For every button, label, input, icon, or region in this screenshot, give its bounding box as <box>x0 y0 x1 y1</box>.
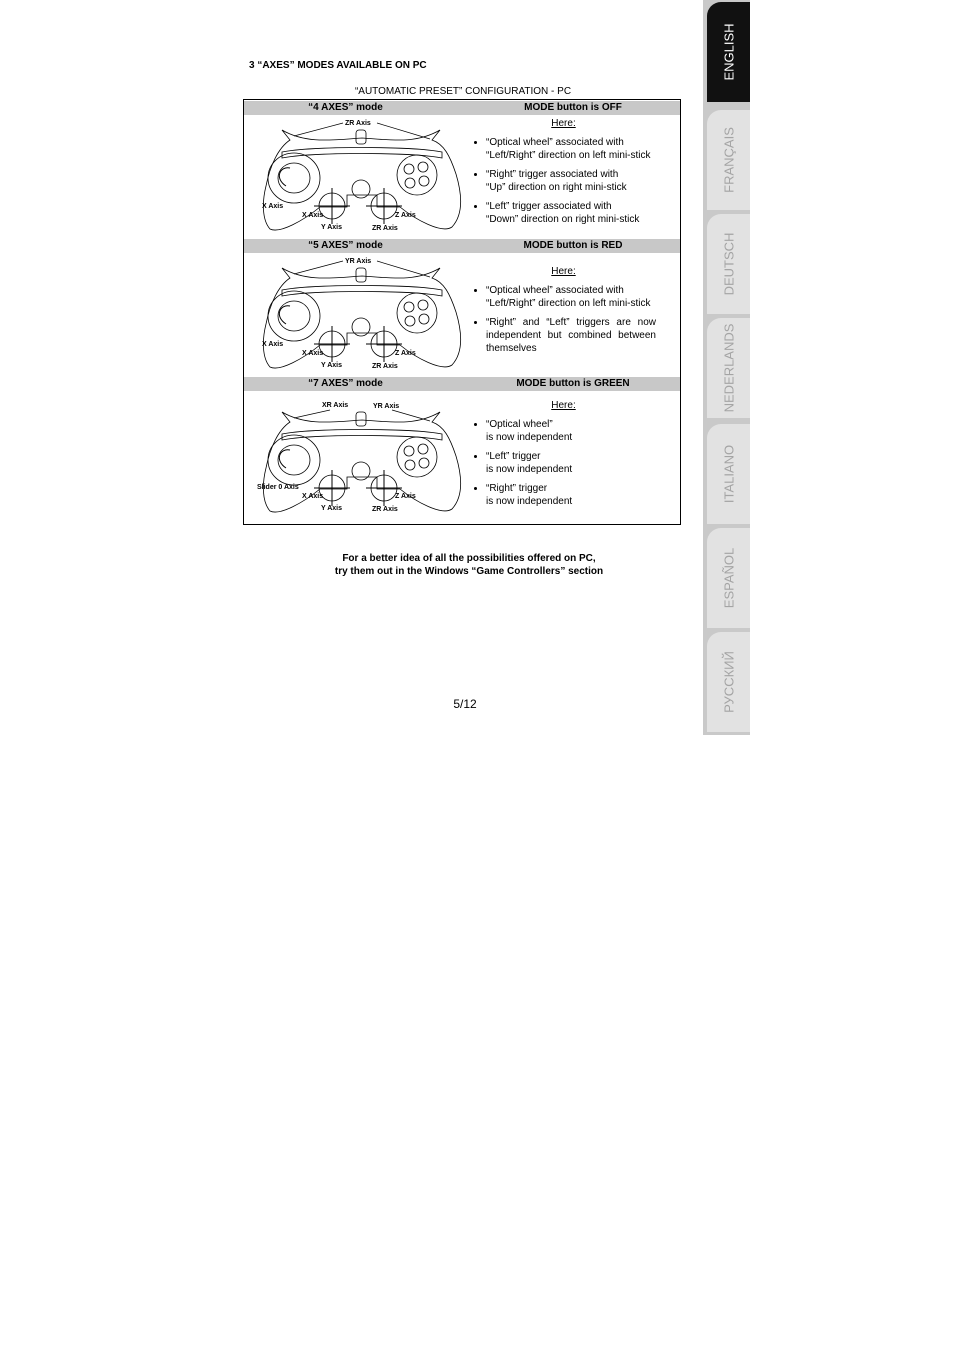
top-axis-label: XR Axis <box>322 402 349 409</box>
stick-zr-axis-label: ZR Axis <box>372 363 398 370</box>
stick-zr-axis-label: ZR Axis <box>372 225 398 232</box>
tab-label: ENGLISH <box>721 23 736 81</box>
stick-x-axis-label: X Axis <box>302 350 324 357</box>
section-title: 3 “AXES” MODES AVAILABLE ON PC <box>249 60 427 71</box>
tab-espanol[interactable] <box>707 528 750 628</box>
tab-nederlands[interactable] <box>707 318 750 418</box>
stick-y-axis-label: Y Axis <box>321 362 343 369</box>
mode-bullet: • “Right” trigger associated with “Up” direction on right mini-stick <box>486 168 656 194</box>
stick-z-axis-label: Z Axis <box>395 493 416 500</box>
tab-label: ITALIANO <box>721 444 736 504</box>
mode-bullet: • “Optical wheel” associated with “Left/Right” direction on left mini-stick <box>486 284 656 310</box>
tab-english[interactable] <box>707 2 750 102</box>
mode-header-4-axes <box>244 101 680 115</box>
tab-label: NEDERLANDS <box>721 323 736 413</box>
tab-label: ESPAÑOL <box>721 547 736 609</box>
here-label: Here: <box>551 266 576 277</box>
mode-header-7-axes <box>244 377 680 391</box>
mode-bullet: • “Optical wheel” associated with “Left/Right” direction on left mini-stick <box>486 136 656 162</box>
stick-z-axis-label: Z Axis <box>395 212 416 219</box>
mode-button-state: MODE button is GREEN <box>516 378 630 389</box>
page-number: 5/12 <box>453 697 477 711</box>
config-caption: “AUTOMATIC PRESET” CONFIGURATION - PC <box>354 86 572 97</box>
mode-button-state: MODE button is OFF <box>524 102 622 113</box>
language-tabs <box>703 0 750 735</box>
footer-line: For a better idea of all the possibilities offered on PC, <box>342 553 596 564</box>
mode-header-5-axes <box>244 239 680 253</box>
footer-note <box>243 552 695 578</box>
mode-description-7-axes <box>471 399 656 514</box>
here-label: Here: <box>551 400 576 411</box>
stick-zr-axis-label: ZR Axis <box>372 506 398 513</box>
top-axis-label: YR Axis <box>373 403 400 410</box>
tab-francais[interactable] <box>707 110 750 210</box>
modes-panel <box>243 99 681 525</box>
mode-bullet: • “Right” trigger is now independent <box>486 482 656 508</box>
gamepad-diagram-7-axes <box>252 398 467 516</box>
stick-y-axis-label: Y Axis <box>321 505 343 512</box>
mode-description-5-axes <box>471 265 656 361</box>
mode-description-4-axes <box>471 117 656 232</box>
left-axis-label: Slider 0 Axis <box>257 484 299 491</box>
left-axis-label: X Axis <box>262 341 284 348</box>
stick-x-axis-label: X Axis <box>302 212 324 219</box>
stick-z-axis-label: Z Axis <box>395 350 416 357</box>
mode-label: “5 AXES” mode <box>308 240 383 251</box>
stick-x-axis-label: X Axis <box>302 493 324 500</box>
mode-bullet: • “Left” trigger is now independent <box>486 450 656 476</box>
mode-bullet: • “Right” and “Left” triggers are now independent but combined between themselves <box>486 316 656 355</box>
tab-deutsch[interactable] <box>707 214 750 314</box>
mode-bullet: • “Optical wheel” is now independent <box>486 418 656 444</box>
gamepad-diagram-5-axes <box>252 254 467 372</box>
here-label: Here: <box>551 118 576 129</box>
mode-bullet: • “Left” trigger associated with “Down” direction on right mini-stick <box>486 200 656 226</box>
mode-label: “7 AXES” mode <box>308 378 383 389</box>
top-axis-label: YR Axis <box>345 258 372 265</box>
top-axis-label: ZR Axis <box>345 120 371 127</box>
tab-italiano[interactable] <box>707 424 750 524</box>
footer-line: try them out in the Windows “Game Controllers” section <box>334 566 604 577</box>
tab-label: FRANÇAIS <box>721 127 736 193</box>
mode-button-state: MODE button is RED <box>523 240 623 251</box>
stick-y-axis-label: Y Axis <box>321 224 343 231</box>
tab-label: DEUTSCH <box>721 232 736 296</box>
tab-russian[interactable] <box>707 632 750 732</box>
tab-label: РУССКИЙ <box>721 651 736 713</box>
left-axis-label: X Axis <box>262 203 284 210</box>
mode-label: “4 AXES” mode <box>308 102 383 113</box>
gamepad-diagram-4-axes <box>252 116 467 234</box>
